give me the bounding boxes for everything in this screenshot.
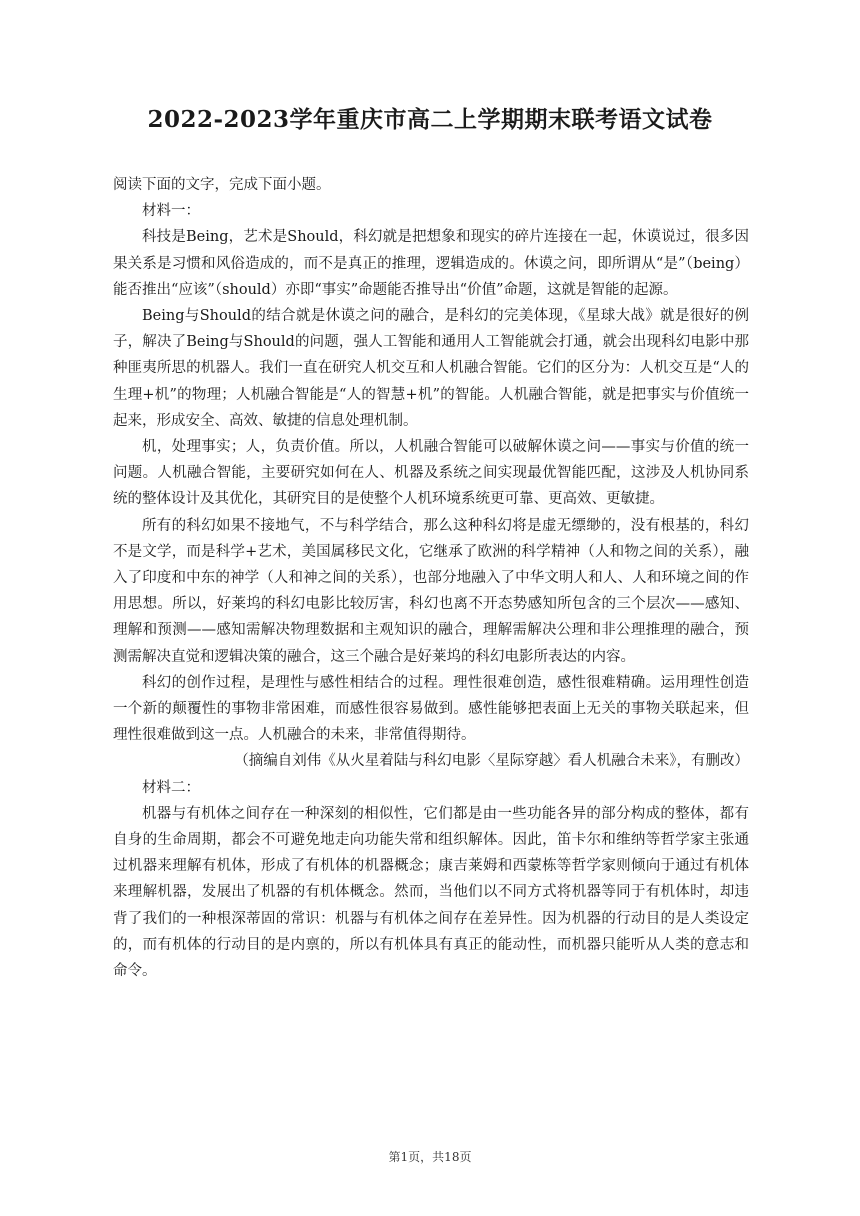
material1-label: 材料一： <box>142 203 200 220</box>
page-title: 2022-2023学年重庆市高二上学期期末联考语文试卷 <box>147 106 713 133</box>
material1-paragraph: Being与Should的结合就是休谟之问的融合，是科幻的完美体现，《星球大战》就是很好的例子，解决了Being与Should的问题，强人工智能和通用人工智能就会打通，就会出现科幻电影中那种匪夷所思的机器人。我们一直在研究人机交互和人机融合智能。它们的区分为：人机交互是“人的生理+机”的物理；人机融合智能是“人的智慧+机”的智能。人机融合智能，就是把事实与价值统一起来，形成安全、高效、敏捷的信息处理机制。 <box>113 308 749 429</box>
material1-paragraph: 科幻的创作过程，是理性与感性相结合的过程。理性很难创造，感性很难精确。运用理性创造一个新的颠覆性的事物非常困难，而感性很容易做到。感性能够把表面上无关的事物关联起来，但理性很难做到这一点。人机融合的未来，非常值得期待。 <box>113 674 749 744</box>
instruction-text: 阅读下面的文字，完成下面小题。 <box>113 177 331 193</box>
material1-paragraph: 机，处理事实；人，负责价值。所以，人机融合智能可以破解休谟之问——事实与价值的统一问题。人机融合智能，主要研究如何在人、机器及系统之间实现最优智能匹配，这涉及人机协同系统的整体设计及其优化，其研究目的是使整个人机环境系统更可靠、更高效、更敏捷。 <box>113 439 749 508</box>
document-body <box>113 172 749 984</box>
page-number: 第1页，共18页 <box>388 1150 472 1164</box>
material2-paragraph: 机器与有机体之间存在一种深刻的相似性，它们都是由一些功能各异的部分构成的整体，都有自身的生命周期，都会不可避免地走向功能失常和组织解体。因此，笛卡尔和维纳等哲学家主张通过机器来理解有机体，形成了有机体的机器概念；康吉莱姆和西蒙栋等哲学家则倾向于通过有机体来理解机器，发展出了机器的有机体概念。然而，当他们以不同方式将机器等同于有机体时，却违背了我们的一种根深蒂固的常识：机器与有机体之间存在差异性。因为机器的行动目的是人类设定的，而有机体的行动目的是内禀的，所以有机体具有真正的能动性，而机器只能听从人类的意志和命令。 <box>113 805 749 980</box>
material1-paragraph: 科技是Being，艺术是Should，科幻就是把想象和现实的碎片连接在一起，休谟说过，很多因果关系是习惯和风俗造成的，而不是真正的推理，逻辑造成的。休谟之问，即所谓从“是”（being）能否推出“应该”（should）亦即“事实”命题能否推导出“价值”命题，这就是智能的起源。 <box>113 229 749 298</box>
material2-label: 材料二： <box>142 779 200 796</box>
material1-source: （摘编自刘伟《从火星着陆与科幻电影〈星际穿越〉看人机融合未来》，有删改） <box>234 753 749 770</box>
material1-paragraph: 所有的科幻如果不接地气，不与科学结合，那么这种科幻将是虚无缥缈的，没有根基的，科幻不是文学，而是科学+艺术，美国属移民文化，它继承了欧洲的科学精神（人和物之间的关系），融入了印度和中东的神学（人和神之间的关系），也部分地融入了中华文明人和人、人和环境之间的作用思想。所以，好莱坞的科幻电影比较厉害，科幻也离不开态势感知所包含的三个层次——感知、理解和预测——感知需解决物理数据和主观知识的融合，理解需解决公理和非公理推理的融合，预测需解决直觉和逻辑决策的融合，这三个融合是好莱坞的科幻电影所表达的内容。 <box>113 517 749 665</box>
